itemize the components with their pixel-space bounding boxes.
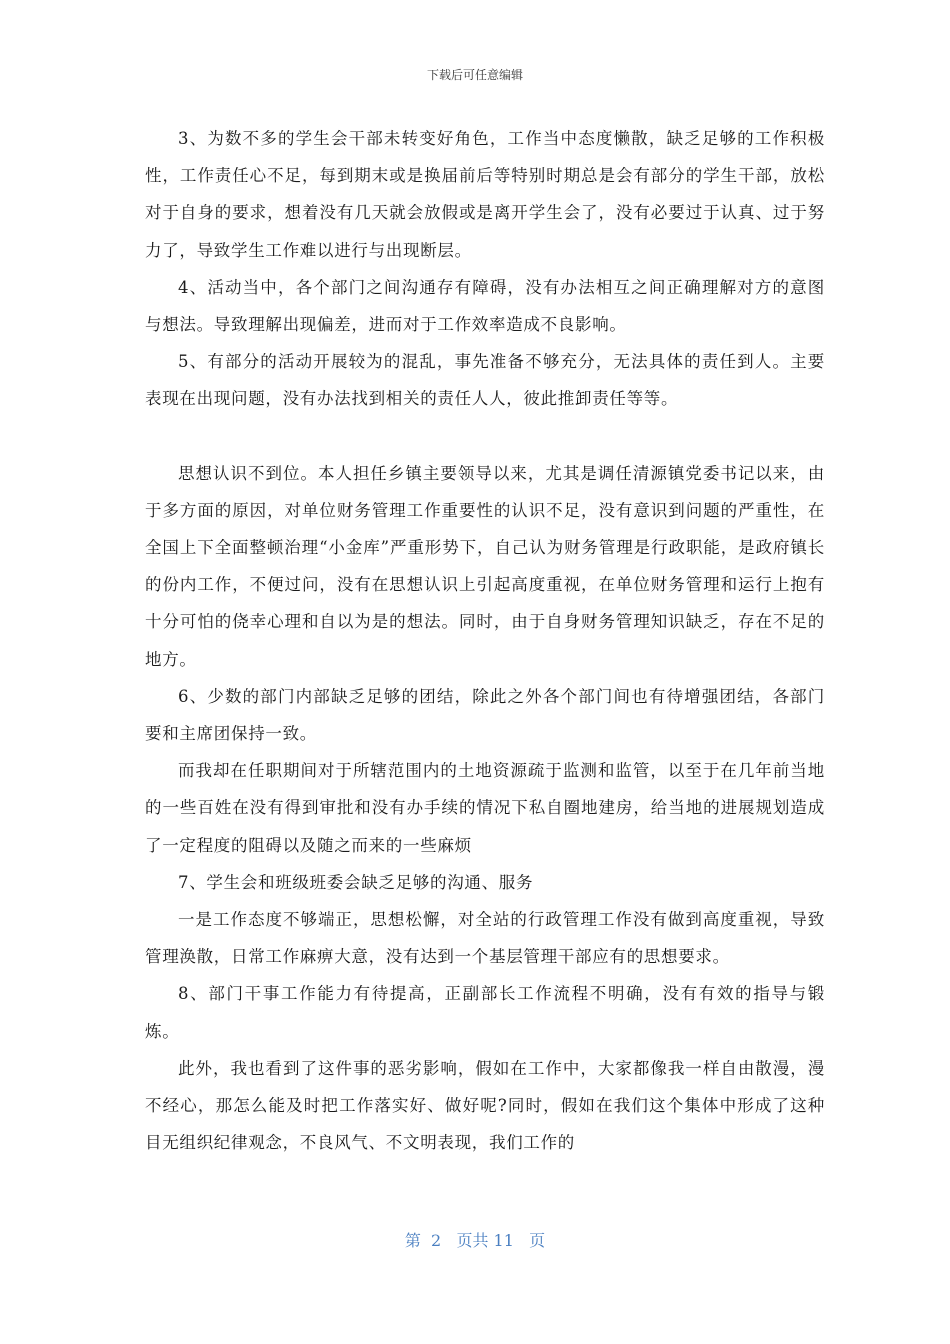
document-body [145, 120, 825, 1161]
paragraph-influence: 此外，我也看到了这件事的恶劣影响，假如在工作中，大家都像我一样自由散漫，漫不经心，那怎么能及时把工作落实好、做好呢?同时，假如在我们这个集体中形成了这种目无组织纪律观念，不良风气、不文明表现，我们工作的 [145, 1058, 825, 1153]
paragraph-gap [145, 418, 825, 455]
page-header: 下载后可任意编辑 [426, 68, 523, 82]
paragraph-8: 8、部门干事工作能力有待提高，正副部长工作流程不明确，没有有效的指导与锻炼。 [145, 984, 825, 1041]
page-footer: 第 2 页共 11 页 [404, 1231, 546, 1250]
paragraph-5: 5、有部分的活动开展较为的混乱，事先准备不够充分，无法具体的责任到人。主要表现在出现问题，没有办法找到相关的责任人人，彼此推卸责任等等。 [145, 352, 825, 409]
paragraph-7: 7、学生会和班级班委会缺乏足够的沟通、服务 [178, 872, 534, 892]
paragraph-ideology: 思想认识不到位。本人担任乡镇主要领导以来，尤其是调任清源镇党委书记以来，由于多方面的原因，对单位财务管理工作重要性的认识不足，没有意识到问题的严重性，在全国上下全面整顿治理“小金库”严重形势下，自己认为财务管理是行政职能，是政府镇长的份内工作，不便过问，没有在思想认识上引起高度重视，在单位财务管理和运行上抱有十分可怕的侥幸心理和自以为是的想法。同时，由于自身财务管理知识缺乏，存在不足的地方。 [145, 463, 825, 669]
paragraph-attitude: 一是工作态度不够端正，思想松懈，对全站的行政管理工作没有做到高度重视，导致管理涣散，日常工作麻痹大意，没有达到一个基层管理干部应有的思想要求。 [145, 910, 825, 967]
paragraph-6: 6、少数的部门内部缺乏足够的团结，除此之外各个部门间也有待增强团结，各部门要和主席团保持一致。 [145, 686, 825, 744]
paragraph-3: 3、为数不多的学生会干部未转变好角色，工作当中态度懒散，缺乏足够的工作积极性，工作责任心不足，每到期末或是换届前后等特别时期总是会有部分的学生干部，放松对于自身的要求，想着没有几天就会放假或是离开学生会了，没有必要过于认真、过于努力了，导致学生工作难以进行与出现断层。 [145, 129, 825, 260]
paragraph-land: 而我却在任职期间对于所辖范围内的土地资源疏于监测和监管，以至于在几年前当地的一些百姓在没有得到审批和没有办手续的情况下私自圈地建房，给当地的进展规划造成了一定程度的阻碍以及随之而来的一些麻烦 [145, 761, 825, 855]
paragraph-4: 4、活动当中，各个部门之间沟通存有障碍，没有办法相互之间正确理解对方的意图与想法。导致理解出现偏差，进而对于工作效率造成不良影响。 [145, 277, 825, 335]
